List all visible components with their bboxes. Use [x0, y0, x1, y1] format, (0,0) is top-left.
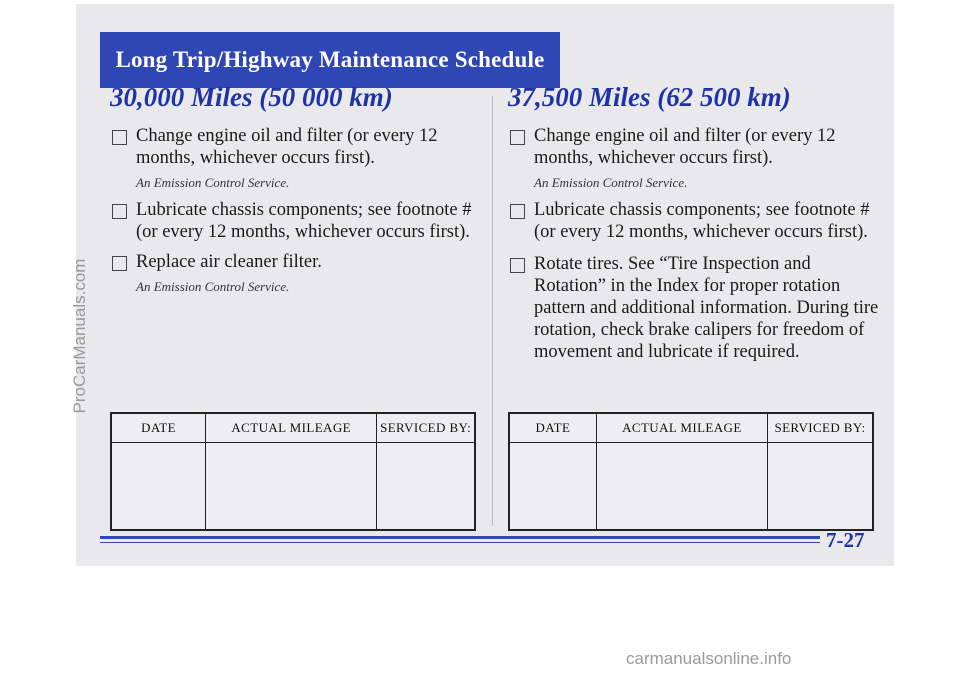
bottom-watermark: carmanualsonline.info	[626, 649, 792, 668]
actual-mileage-cell[interactable]	[596, 443, 767, 531]
checklist-item-text: Lubricate chassis components; see footnote # (or every 12 months, whichever occurs first).	[534, 200, 870, 242]
actual-mileage-cell[interactable]	[206, 443, 377, 531]
column-header-date: DATE	[111, 413, 206, 443]
checklist-item-text: Replace air cleaner filter.	[136, 252, 322, 272]
service-log-table-37500	[508, 412, 874, 531]
page-title: Long Trip/Highway Maintenance Schedule	[115, 47, 545, 72]
section-heading: 30,000 Miles (50 000 km)	[110, 82, 393, 112]
serviced-by-cell[interactable]	[767, 443, 873, 531]
footer-rule-thin	[100, 542, 820, 543]
service-log-table-30000	[110, 412, 476, 531]
column-header-actual-mileage: ACTUAL MILEAGE	[596, 413, 767, 443]
emission-note: An Emission Control Service.	[136, 279, 290, 294]
checklist-item	[508, 253, 880, 363]
page-number: 7-27	[826, 528, 865, 552]
column-header-actual-mileage: ACTUAL MILEAGE	[206, 413, 377, 443]
emission-note: An Emission Control Service.	[534, 175, 688, 190]
section-37500-miles	[508, 82, 880, 363]
checkbox-icon[interactable]	[510, 130, 525, 145]
header-banner	[100, 32, 560, 88]
section-30000-miles	[110, 82, 482, 303]
section-heading: 37,500 Miles (62 500 km)	[508, 82, 791, 112]
side-watermark: ProCarManuals.com	[70, 258, 89, 414]
checklist-item	[110, 125, 482, 169]
checkbox-icon[interactable]	[112, 130, 127, 145]
checkbox-icon[interactable]	[112, 256, 127, 271]
column-header-serviced-by: SERVICED BY:	[767, 413, 873, 443]
checklist-item-text: Change engine oil and filter (or every 12 months, whichever occurs first).	[136, 126, 438, 168]
date-cell[interactable]	[111, 443, 206, 531]
column-divider	[492, 96, 493, 526]
column-header-date: DATE	[509, 413, 596, 443]
emission-note: An Emission Control Service.	[136, 175, 290, 190]
checklist-item	[110, 251, 482, 273]
serviced-by-cell[interactable]	[377, 443, 475, 531]
checkbox-icon[interactable]	[510, 204, 525, 219]
column-header-serviced-by: SERVICED BY:	[377, 413, 475, 443]
checklist-item	[508, 125, 880, 169]
date-cell[interactable]	[509, 443, 596, 531]
checklist-item-text: Lubricate chassis components; see footnote # (or every 12 months, whichever occurs first).	[136, 200, 472, 242]
checkbox-icon[interactable]	[112, 204, 127, 219]
checklist-item-text: Rotate tires. See “Tire Inspection and Rotation” in the Index for proper rotation pattern and additional information. During tire rotation, check brake calipers for freedom of movement and lubricate if required.	[534, 254, 879, 362]
footer-rule	[100, 536, 820, 539]
checklist-item-text: Change engine oil and filter (or every 12 months, whichever occurs first).	[534, 126, 836, 168]
checklist-item	[110, 199, 482, 243]
checkbox-icon[interactable]	[510, 258, 525, 273]
checklist-item	[508, 199, 880, 243]
